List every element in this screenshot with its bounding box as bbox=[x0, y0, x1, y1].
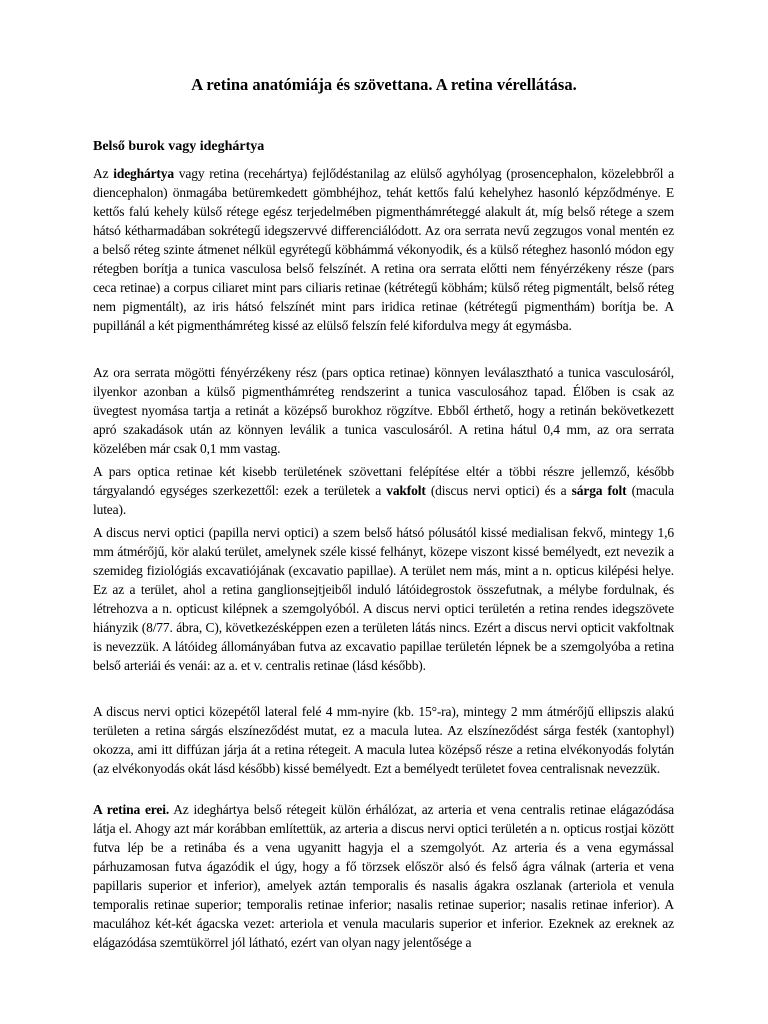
text-run: (macula lutea). bbox=[93, 483, 674, 517]
paragraph-3 bbox=[93, 462, 674, 519]
text-run: (discus nervi optici) és a bbox=[425, 483, 572, 498]
text-run: Az ideghártya belső rétegeit külön érhálózat, az arteria et vena centralis retinae elágazódása látja el. Ahogy azt már korábban említettük, az arteria a discus nervi optici területén a n. opticus rostjai között futva lép be a retinába és a vena ugyanitt hagyja el a szemgolyót. Az arteria és a vena egymással párhuzamosan futva ágazódik el úgy, hogy a fő törzsek először alsó és felső ágra válnak (arteria et vena papillaris superior et inferior), amelyek aztán temporalis és nasalis ágakra oszlanak (arteriola et venula temporalis retinae superior; temporalis retinae inferior; nasalis retinae superior; nasalis retinae inferior). A maculához két-két ágacska vezet: arteriola et venula macularis superior et inferior. Ezeknek az ereknek az elágazódása szemtükörrel jól látható, ezért van olyan nagy jelentősége a bbox=[93, 802, 674, 950]
bold-term: vakfolt bbox=[386, 483, 426, 498]
bold-term: ideghártya bbox=[113, 166, 174, 181]
bold-term: A retina erei. bbox=[93, 802, 170, 817]
section-heading: Belső burok vagy ideghártya bbox=[93, 139, 265, 154]
paragraph-6 bbox=[93, 800, 674, 952]
text-run: Az bbox=[93, 166, 114, 181]
paragraph-5: A discus nervi optici közepétől lateral felé 4 mm-nyire (kb. 15°-ra), mintegy 2 mm átmérőjű ellipszis alakú területen a retina sárgás elszíneződést mutat, ez a macula lutea. Az elszíneződést sárga festék (xantophyl) okozza, ami itt diffúzan járja át a retina rétegeit. A macula lutea középső része a retina elvékonyodás folytán (az elvékonyodás okát lásd később) kissé bemélyedt. Ezt a bemélyedt területet fovea centralisnak nevezzük. bbox=[93, 704, 674, 776]
text-run: A pars optica retinae két kisebb területének szövettani felépítése eltér a többi részre jellemző, később tárgyalandó egységes szerkezettől: ezek a területek a bbox=[93, 464, 674, 498]
bold-term: sárga folt bbox=[571, 483, 627, 498]
text-run: vagy retina (recehártya) fejlődéstanilag az elülső agyhólyag (prosencephalon, közelebbről a diencephalon) önmagába betüremkedett gömbhéjhoz, tehát kettős falú kehelyhez hasonló képződménye. E kettős falú kehely külső rétege egész terjedelmében pigmenthámréteggé alakult át, míg belső rétege a szem hátsó kétharmadában sokrétegű idegszervvé differenciálódott. Az ora serrata nevű zegzugos vonal mentén ez a belső réteg szinte átmenet nélkül egyrétegű köbhámmá vékonyodik, és a külső réteghez hasonló módon egy rétegben borítja a tunica vasculosa belső felszínét. A retina ora serrata előtti nem fényérzékeny része (pars ceca retinae) a corpus ciliaret mint pars ciliaris retinae (kétrétegű köbhám; külső réteg pigmentált, belső réteg nem pigmentált), az iris hátsó felszínét mint pars iridica retinae (kétrétegű pigmenthám) borítja be. A pupillánál a két pigmenthámréteg kissé az elülső felszín felé kifordulva megy át egymásba. bbox=[93, 166, 674, 333]
paragraph-1 bbox=[93, 164, 674, 335]
page-title: A retina anatómiája és szövettana. A retina vérellátása. bbox=[191, 75, 577, 94]
paragraph-4: A discus nervi optici (papilla nervi optici) a szem belső hátsó pólusától kissé medialisan fekvő, mintegy 1,6 mm átmérőjű, kör alakú terület, amelynek széle kissé felhányt, közepe viszont kissé bemélyedt, ezt nevezik a szemideg fiziológiás excavatiójának (excavatio papillae). A terület nem más, mint a n. opticus kilépési helye. Ez az a terület, ahol a retina ganglionsejtjeiből induló látóidegrostok összefutnak, a mélybe fordulnak, és létrehozva a n. opticust kilépnek a szemgolyóból. A discus nervi optici területén a retina rendes idegszövete hiányzik (8/77. ábra, C), következésképpen ezen a területen látás nincs. Ezért a discus nervi opticit vakfoltnak is nevezzük. A látóideg állományában futva az excavatio papillae területén lépnek be a szemgolyóba a retina belső arteriái és venái: az a. et v. centralis retinae (lásd később). bbox=[93, 525, 674, 673]
paragraph-2: Az ora serrata mögötti fényérzékeny rész (pars optica retinae) könnyen leválasztható a tunica vasculosáról, ilyenkor azonban a külső pigmenthámréteg rendszerint a tunica vasculosához tapad. Élőben is csak az üvegtest nyomása tartja a retinát a középső burokhoz rögzítve. Ebből érthető, hogy a retinán bekövetkezett apró szakadások után az könnyen leválik a tunica vasculosáról. A retina hátul 0,4 mm, az ora serrata közelében már csak 0,1 mm vastag. bbox=[93, 365, 674, 456]
